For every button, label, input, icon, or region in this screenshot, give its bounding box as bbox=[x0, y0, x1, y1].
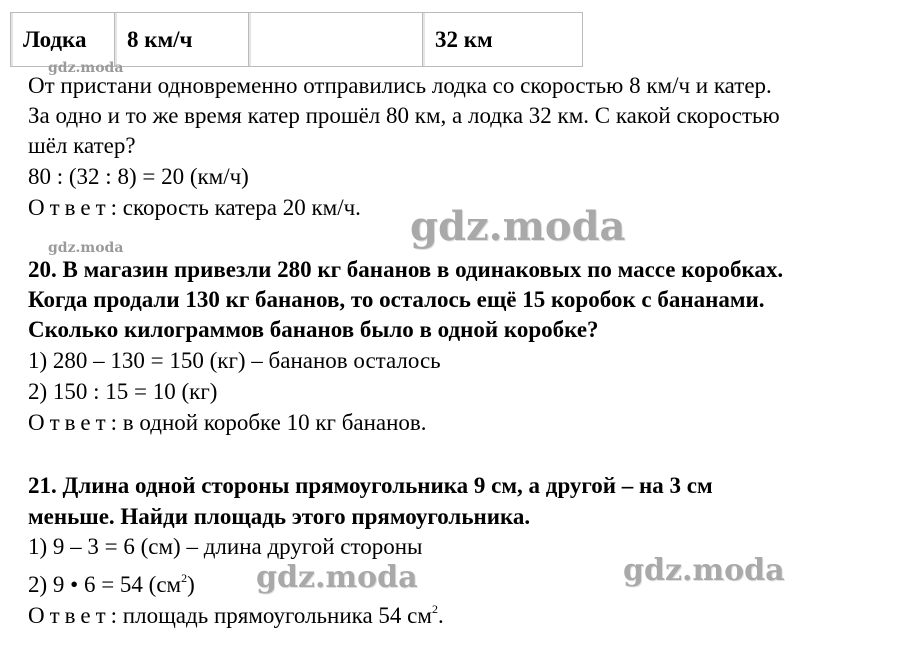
step2-close: ) bbox=[187, 572, 195, 597]
problem21-text-line1: 21. Длина одной стороны прямоугольника 9 см, а другой – на 3 см bbox=[28, 473, 713, 498]
answer-text: : площадь прямоугольника 54 см bbox=[110, 603, 432, 628]
watermark-large: gdz.moda bbox=[256, 560, 418, 595]
answer-period: . bbox=[437, 603, 444, 628]
problem19-text-line3: шёл катер? bbox=[28, 133, 136, 158]
superscript: 2 bbox=[431, 602, 438, 616]
problem21-step1: 1) 9 – 3 = 6 (см) – длина другой стороны bbox=[28, 534, 423, 559]
problem20-step2: 2) 150 : 15 = 10 (кг) bbox=[28, 379, 218, 404]
answer-label: Ответ bbox=[28, 410, 111, 435]
problem19-text-line2: За одно и то же время катер прошёл 80 км, а лодка 32 км. С какой скоростью bbox=[28, 103, 780, 128]
problem20-step1: 1) 280 – 130 = 150 (кг) – бананов осталось bbox=[28, 348, 441, 373]
problem20-text-line2: Когда продали 130 кг бананов, то осталось ещё 15 коробок с бананами. bbox=[28, 287, 765, 312]
problem21-answer bbox=[28, 594, 444, 631]
answer-label: Ответ bbox=[28, 195, 111, 220]
problem19-answer bbox=[28, 193, 361, 223]
answer-text: : скорость катера 20 км/ч. bbox=[110, 195, 361, 220]
problem20-answer bbox=[28, 408, 427, 438]
table-cell-distance: 32 км bbox=[423, 13, 583, 67]
answer-text: : в одной коробке 10 кг бананов. bbox=[110, 410, 427, 435]
problem20-text-line3: Сколько килограммов бананов было в одной коробке? bbox=[28, 317, 599, 342]
watermark-small: gdz.moda bbox=[48, 60, 124, 76]
step2-text: 2) 9 • 6 = 54 (см bbox=[28, 572, 182, 597]
superscript: 2 bbox=[181, 571, 188, 585]
table-cell-speed: 8 км/ч bbox=[115, 13, 249, 67]
problem19-text-line1: От пристани одновременно отправились лодка со скоростью 8 км/ч и катер. bbox=[28, 73, 772, 98]
table-cell-object: Лодка bbox=[11, 13, 115, 67]
data-table bbox=[10, 12, 583, 67]
watermark-large: gdz.moda bbox=[410, 203, 626, 250]
problem20-text-line1: 20. В магазин привезли 280 кг бананов в одинаковых по массе коробках. bbox=[28, 257, 784, 282]
table-cell-time bbox=[249, 13, 423, 67]
answer-label: Ответ bbox=[28, 603, 111, 628]
problem21-text-line2: меньше. Найди площадь этого прямоугольника. bbox=[28, 504, 531, 529]
watermark-large: gdz.moda bbox=[623, 553, 785, 588]
problem19-solution: 80 : (32 : 8) = 20 (км/ч) bbox=[28, 164, 249, 189]
table-row bbox=[11, 13, 583, 67]
watermark-small: gdz.moda bbox=[48, 240, 124, 256]
